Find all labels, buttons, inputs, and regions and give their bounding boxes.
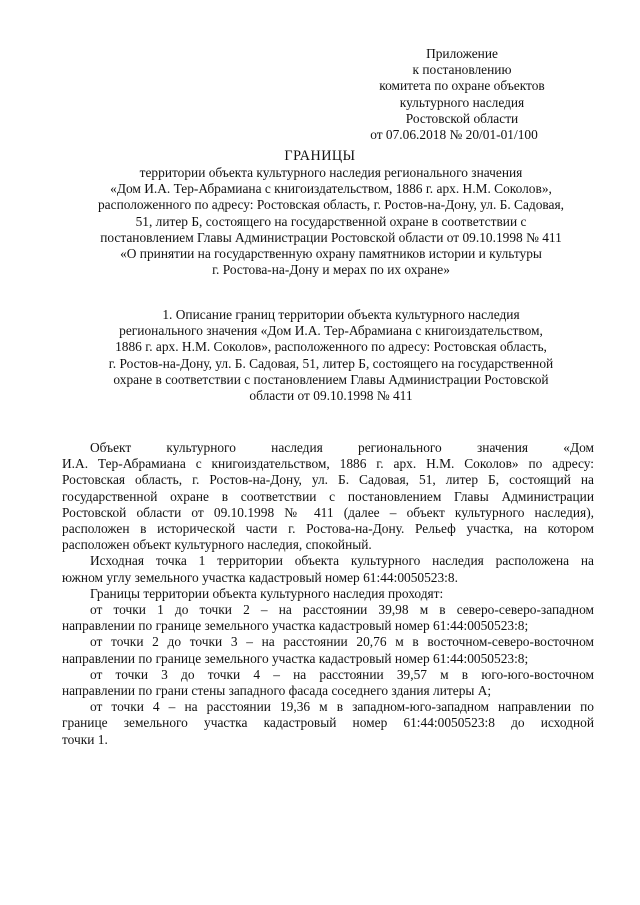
section-1-heading: [62, 307, 600, 404]
subtitle-line: расположенного по адресу: Ростовская область, г. Ростов-на-Дону, ул. Б. Садовая,: [97, 197, 565, 213]
body-line: Объект культурного наследия регионального значения «Дом: [90, 440, 594, 455]
section-line: охране в соответствии с постановлением Главы Администрации Ростовской: [113, 371, 549, 387]
body-line: границе земельного участка кадастровый номер 61:44:0050523:8 до исходной: [62, 715, 594, 731]
body-line: направлении по грани стены западного фасада соседнего здания литеры А;: [62, 683, 492, 699]
section-line: регионального значения «Дом И.А. Тер-Абрамиана с книгоиздательством,: [119, 323, 543, 339]
appendix-line: комитета по охране объектов: [379, 78, 545, 94]
body-line: от точки 2 до точки 3 – на расстоянии 20,76 м в восточном-северо-восточном: [90, 634, 594, 650]
body-line: Ростовская область, г. Ростов-на-Дону, ул. Б. Садовая, 51, литер Б, состоящий на: [62, 472, 594, 488]
body-line: расположен объект культурного наследия, спокойный.: [62, 537, 372, 553]
subtitle-line: «О принятии на государственную охрану памятников истории и культуры: [120, 246, 542, 262]
subtitle-line: «Дом И.А. Тер-Абрамиана с книгоиздательством, 1886 г. арх. Н.М. Соколов»,: [110, 181, 552, 197]
section-line: г. Ростов-на-Дону, ул. Б. Садовая, 51, литер Б, состоящего на государственной: [108, 355, 554, 371]
subtitle-line: 51, литер Б, состоящего на государственной охране в соответствии с: [135, 213, 527, 229]
section-line: 1. Описание границ территории объекта культурного наследия: [162, 307, 520, 322]
section-line: области от 09.10.1998 № 411: [249, 388, 413, 404]
appendix-line: Приложение: [426, 46, 498, 61]
subtitle-line: территории объекта культурного наследия регионального значения: [139, 165, 523, 180]
body-line: точки 1.: [62, 731, 108, 747]
body-line: южном углу земельного участка кадастровый номер 61:44:0050523:8.: [62, 569, 458, 585]
body-line: от точки 3 до точки 4 – на расстоянии 39,57 м в юго-юго-восточном: [90, 666, 594, 682]
appendix-line: Ростовской области: [405, 110, 519, 126]
appendix-line: культурного наследия: [399, 94, 525, 110]
body-line: направлении по границе земельного участка кадастровый номер 61:44:0050523:8;: [62, 650, 529, 666]
document-body: [62, 440, 594, 748]
body-line: расположен в исторической части г. Ростова-на-Дону. Рельеф участка, на котором: [62, 521, 594, 537]
body-line: направлении по границе земельного участка кадастровый номер 61:44:0050523:8;: [62, 618, 529, 634]
body-line: от точки 1 до точки 2 – на расстоянии 39,98 м в северо-северо-западном: [90, 602, 594, 618]
subtitle-line: постановлением Главы Администрации Ростовской области от 09.10.1998 № 411: [100, 229, 562, 245]
document-title: ГРАНИЦЫ: [284, 148, 356, 164]
document-subtitle: [62, 165, 600, 278]
body-line: Границы территории объекта культурного наследия проходят:: [90, 585, 444, 601]
body-line: И.А. Тер-Абрамиана с книгоиздательством, 1886 г. арх. Н.М. Соколов» по адресу:: [62, 456, 594, 472]
body-line: от точки 4 – на расстоянии 19,36 м в западном-юго-западном направлении по: [90, 699, 594, 715]
appendix-date-number: от 07.06.2018 № 20/01-01/100: [370, 127, 538, 143]
section-line: 1886 г. арх. Н.М. Соколов», расположенного по адресу: Ростовская область,: [115, 339, 547, 355]
appendix-line: к постановлению: [412, 62, 512, 78]
body-line: Исходная точка 1 территории объекта культурного наследия расположена на: [90, 553, 594, 569]
body-line: Ростовской области от 09.10.1998 № 411 (далее – объект культурного наследия),: [62, 504, 594, 520]
subtitle-line: г. Ростова-на-Дону и мерах по их охране»: [212, 262, 450, 278]
appendix-header: [332, 46, 592, 143]
body-line: государственной охране в соответствии с постановлением Главы Администрации: [62, 488, 594, 504]
